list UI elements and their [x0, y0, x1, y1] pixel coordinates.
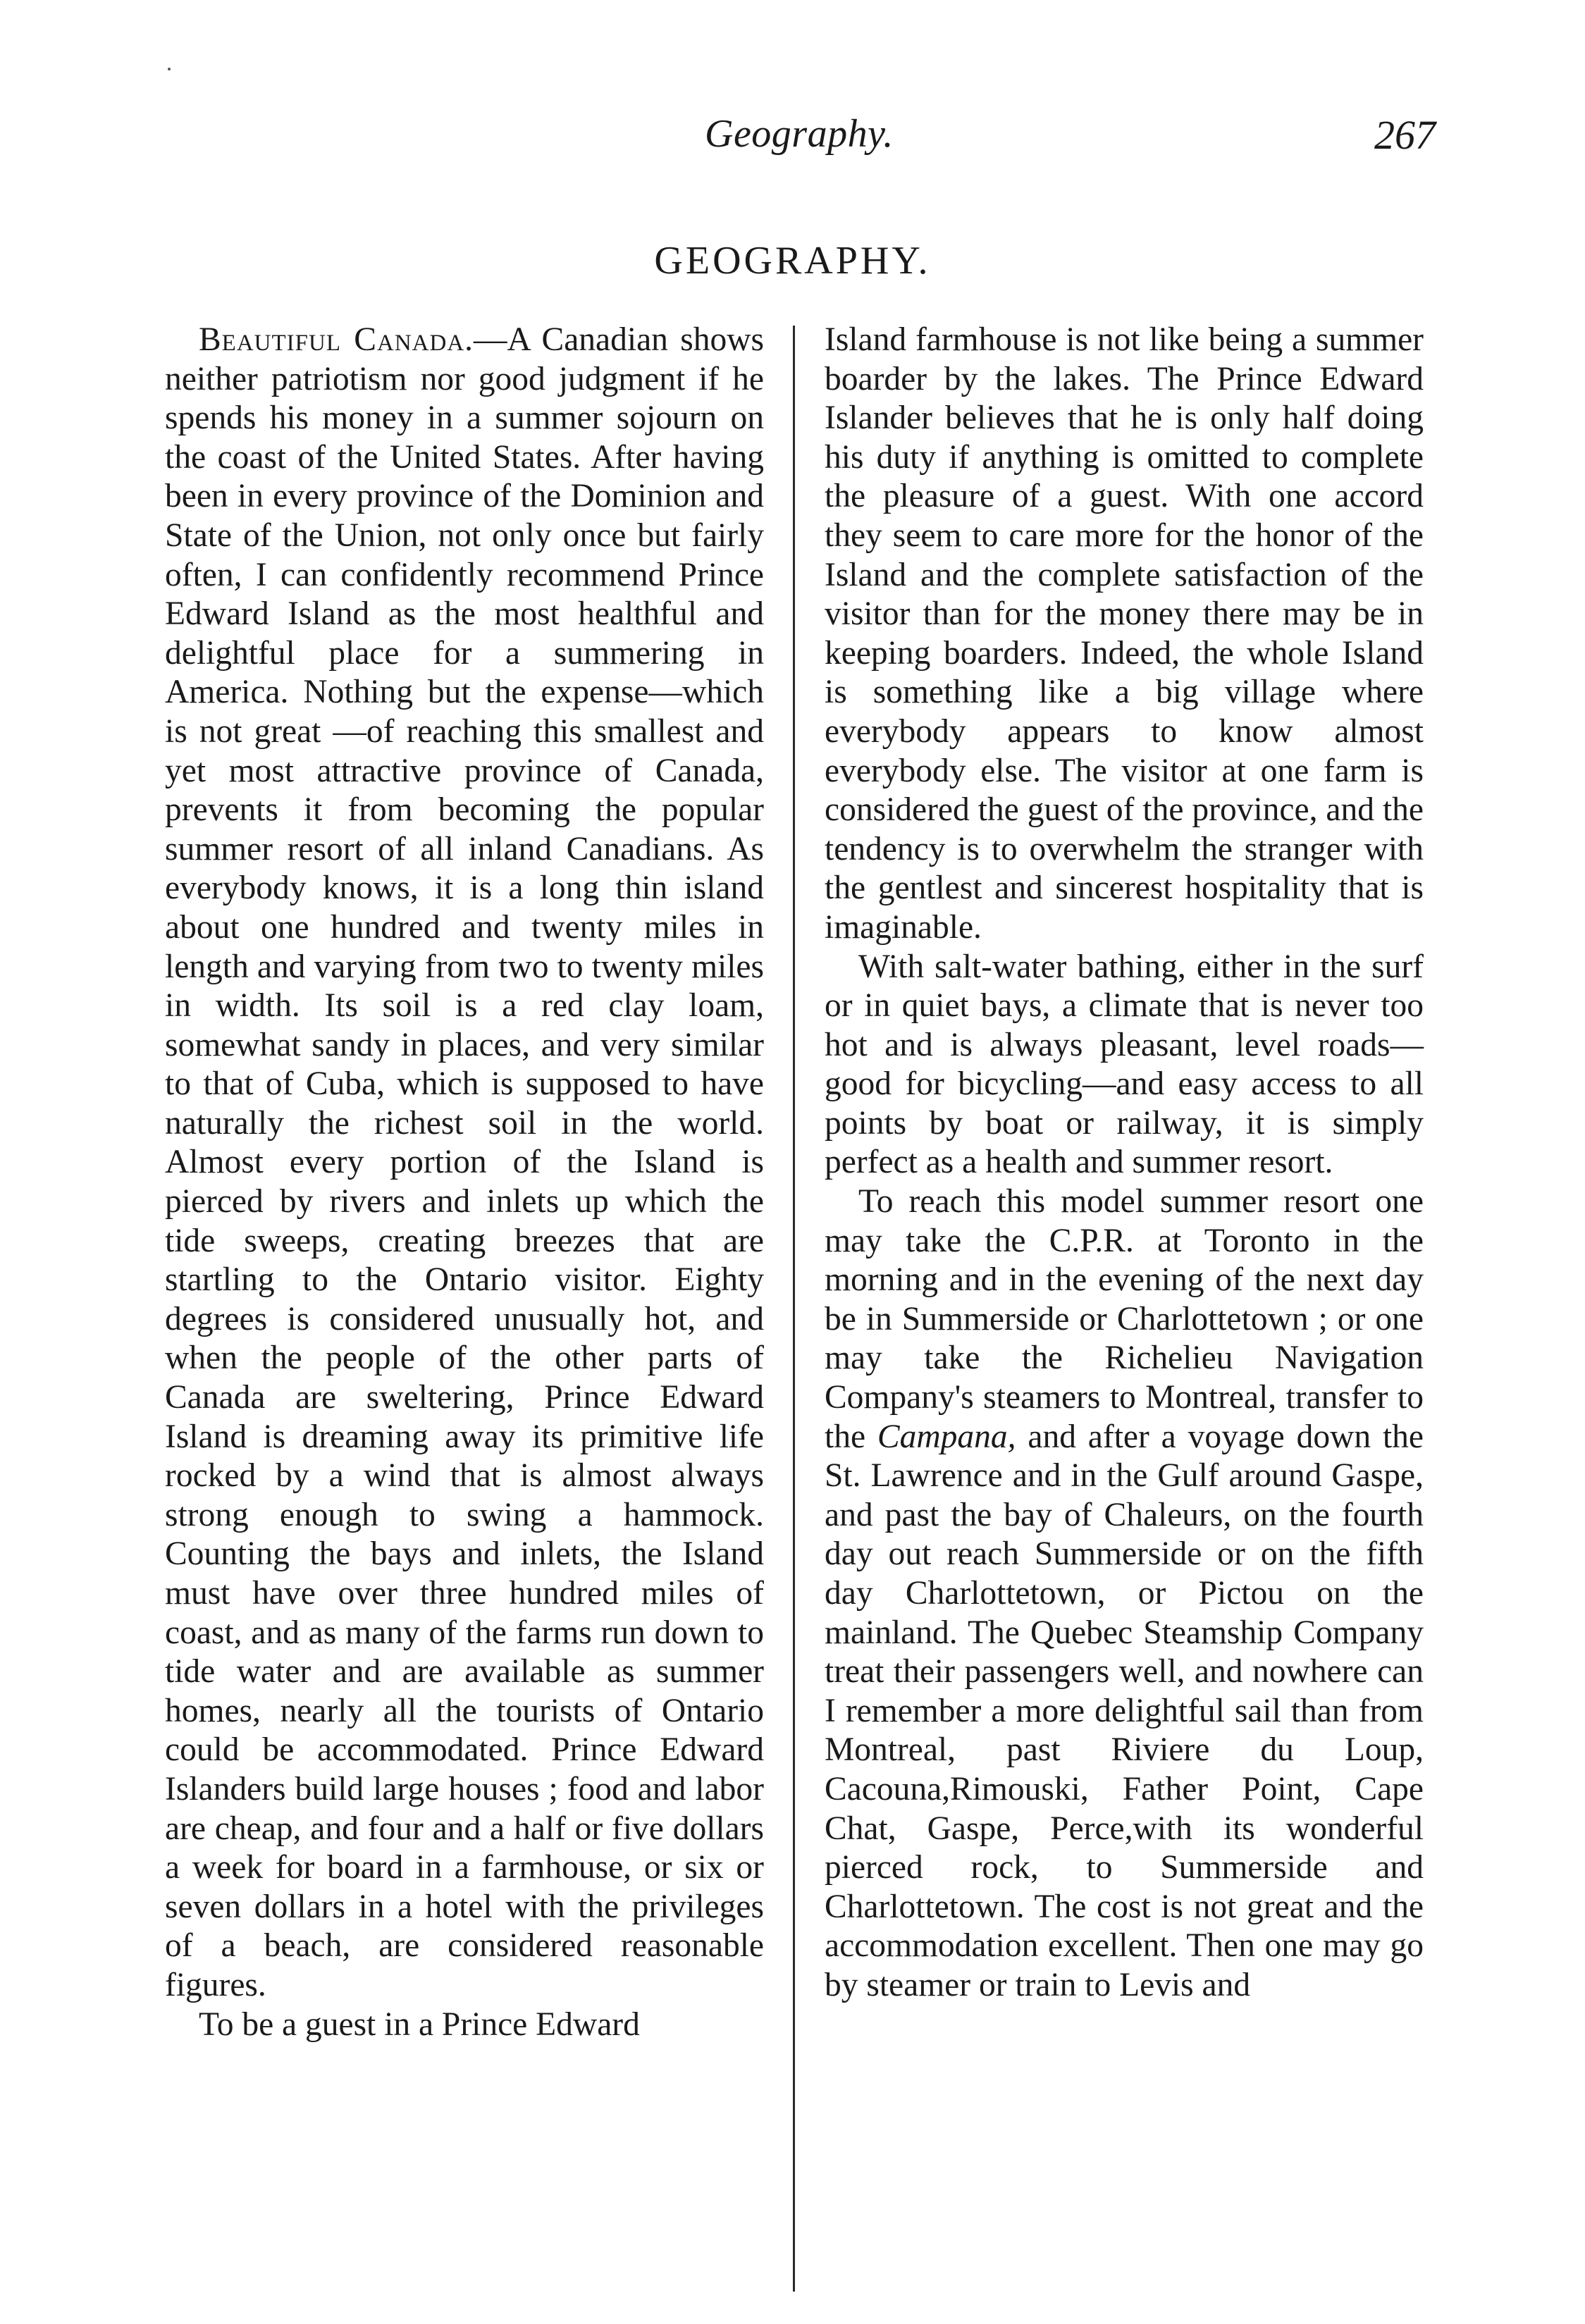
running-title: Geography. — [705, 112, 894, 156]
column-rule — [793, 326, 795, 2292]
print-speck — [168, 68, 171, 70]
paragraph-text: and after a voyage down the St. Lawrence and in the Gulf around Gaspe, and past the bay of Chaleurs, on the fourth day out reach Summerside or on the fifth day Charlottetown, or Pictou on the mainland. The Quebec Steamship Company treat their passengers well, and nowhere can I remember a more delightful sail than from Montreal, past Riviere du Loup, Cacouna,Rimouski, Father Point, Cape Chat, Gaspe, Perce,with its wonderful pierced rock, to Summerside and Charlottetown. The cost is not great and the accommodation excellent. Then one may go by steamer or train to Levis and — [825, 1418, 1424, 2003]
paragraph-guest-continued — [825, 321, 1424, 948]
paragraph-text: To reach this model summer resort one may take the C.P.R. at Toronto in the morning and in the evening of the next day be in Summerside or Charlottetown ; or one may take the Richelieu Navigation Company's steamers to Montreal, transfer to the — [825, 1183, 1424, 1455]
paragraph-body: A Canadian shows neither patriotism nor good judgment if he spends his money in a summer sojourn on the coast of the United States. After having been in every province of the Dominion and State of the Union, not only once but fairly often, I can confidently recommend Prince Edward Island as the most healthful and delightful place for a summering in America. Nothing but the expense—which is not great —of reaching this smallest and yet most attractive province of Canada, prevents it from becoming the popular summer resort of all inland Canadians. As everybody knows, it is a long thin island about one hundred and twenty miles in length and varying from two to twenty miles in width. Its soil is a red clay loam, somewhat sandy in places, and very similar to that of Cuba, which is supposed to have naturally the richest soil in the world. Almost every portion of the Island is pierced by rivers and inlets up which the tide sweeps, creating breezes that are startling to the Ontario visitor. Eighty degrees is considered unusually hot, and when the people of the other parts of Canada are sweltering, Prince Edward Island is dreaming away its primitive life rocked by a wind that is almost always strong enough to swing a hammock. Counting the bays and inlets, the Island must have over three hundred miles of coast, and as many of the farms run down to tide water and are available as summer homes, nearly all the tourists of Ontario could be accommodated. Prince Edward Islanders build large houses ; food and labor are cheap, and four and a half or five dollars a week for board in a farmhouse, or six or seven dollars in a hotel with the privileges of a beach, are considered reasonable figures. — [165, 321, 764, 2003]
paragraph-text: To be a guest in a Prince Edward — [199, 2005, 640, 2043]
left-column — [165, 321, 764, 2287]
paragraph-text: With salt-water bathing, either in the surf or in quiet bays, a climate that is never too hot and is always pleasant, level roads—good for bicycling—and easy access to all points by boat or railway, it is simply perfect as a health and summer resort. — [825, 948, 1424, 1181]
section-heading: GEOGRAPHY. — [654, 239, 931, 283]
right-column — [825, 321, 1424, 2287]
paragraph-salt-water — [825, 948, 1424, 1183]
lead-in-smallcaps: Beautiful Canada. — [199, 321, 474, 358]
page-number: 267 — [1374, 112, 1436, 158]
lead-in-dash: — — [474, 321, 507, 358]
paragraph-beautiful-canada — [165, 321, 764, 2005]
ship-name: Campana, — [877, 1418, 1016, 1455]
paragraph-travel-route — [825, 1182, 1424, 2005]
paragraph-text: Island farmhouse is not like being a summer boarder by the lakes. The Prince Edward Islander believes that he is only half doing his duty if anything is omitted to complete the pleasure of a guest. With one accord they seem to care more for the honor of the Island and the complete satisfaction of the visitor than for the money there may be in keeping boarders. Indeed, the whole Island is something like a big village where everybody appears to know almost everybody else. The visitor at one farm is considered the guest of the province, and the tendency is to overwhelm the stranger with the gentlest and sincerest hospitality that is imaginable. — [825, 321, 1424, 946]
paragraph-guest-start — [165, 2005, 764, 2045]
